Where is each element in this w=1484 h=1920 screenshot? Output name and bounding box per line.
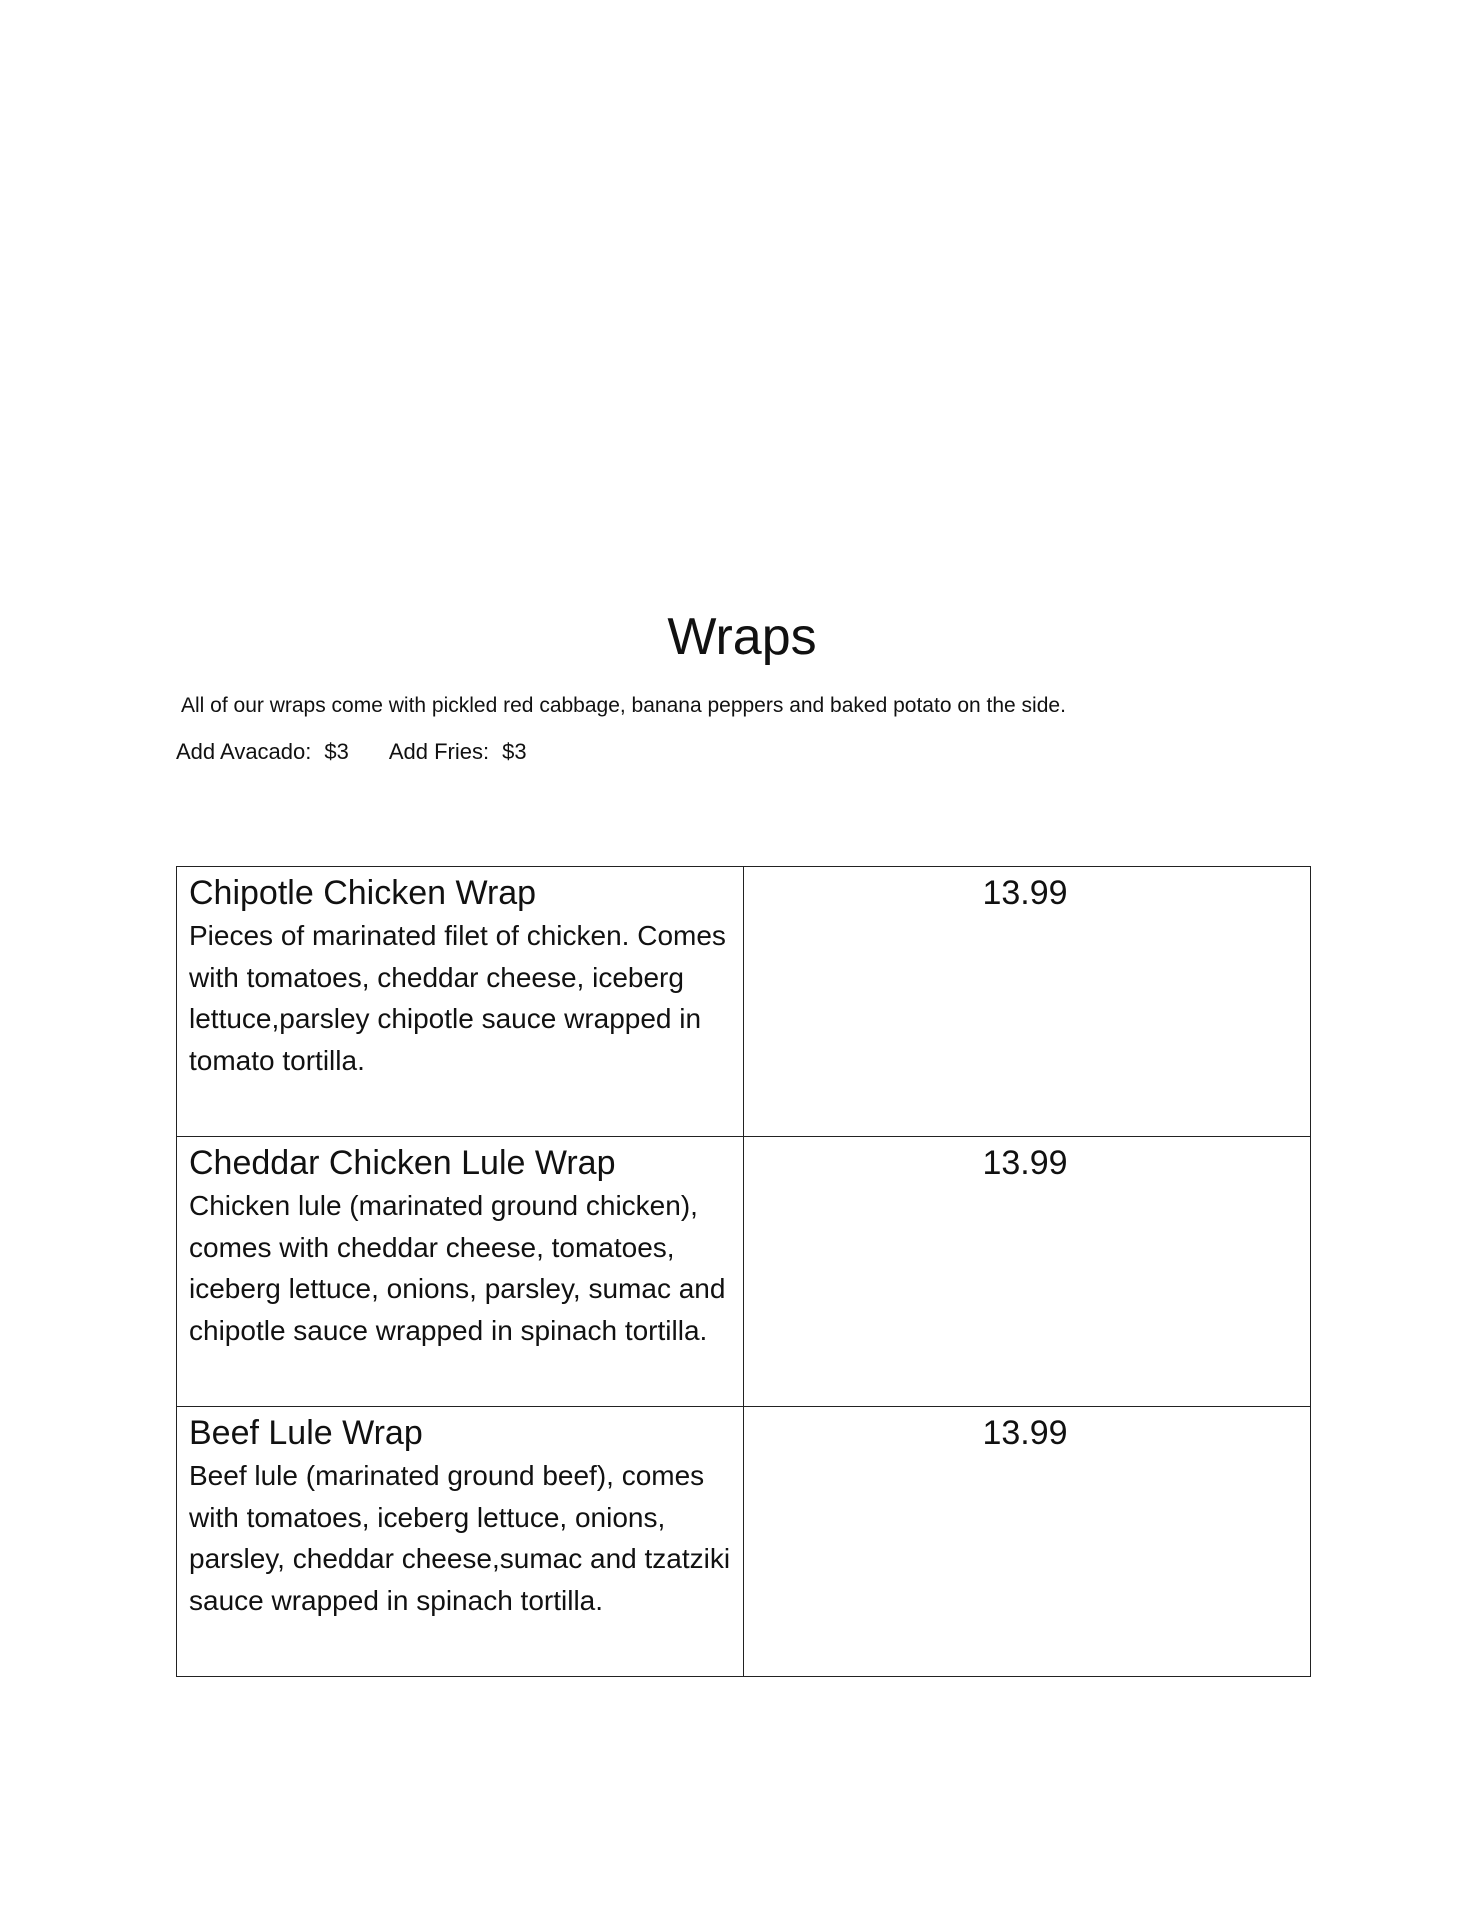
table-row	[177, 867, 1311, 1137]
addon-label: Add Fries:	[388, 739, 490, 764]
addon-avocado	[176, 738, 349, 766]
item-cell	[177, 1407, 744, 1677]
addon-price: $3	[502, 739, 527, 764]
item-name: Cheddar Chicken Lule Wrap	[189, 1144, 616, 1182]
table-row	[177, 1407, 1311, 1677]
item-description: Chicken lule (marinated ground chicken), comes with cheddar cheese, tomatoes, iceberg lettuce, onions, parsley, sumac and chipotle sauce wrapped in spinach tortilla.	[189, 1190, 726, 1346]
item-description: Beef lule (marinated ground beef), comes with tomatoes, iceberg lettuce, onions, parsley, cheddar cheese,sumac and tzatziki sauce wrapped in spinach tortilla.	[189, 1460, 731, 1616]
item-cell	[177, 1137, 744, 1407]
price-cell	[744, 1137, 1311, 1407]
addons-line	[176, 738, 527, 766]
table-row	[177, 1137, 1311, 1407]
item-description: Pieces of marinated filet of chicken. Comes with tomatoes, cheddar cheese, iceberg lettuce,parsley chipotle sauce wrapped in tomato tortilla.	[189, 920, 726, 1076]
item-price: 13.99	[982, 1414, 1068, 1452]
addon-price: $3	[324, 739, 349, 764]
item-price: 13.99	[982, 1144, 1068, 1182]
item-name: Beef Lule Wrap	[189, 1414, 423, 1452]
addon-label: Add Avacado:	[176, 739, 312, 764]
section-title: Wraps	[667, 608, 817, 666]
section-intro: All of our wraps come with pickled red cabbage, banana peppers and baked potato on the side.	[181, 694, 1066, 717]
item-price: 13.99	[982, 874, 1068, 912]
item-name: Chipotle Chicken Wrap	[189, 874, 537, 912]
price-cell	[744, 1407, 1311, 1677]
addon-fries	[389, 738, 527, 766]
menu-table	[176, 866, 1311, 1677]
price-cell	[744, 867, 1311, 1137]
item-cell	[177, 867, 744, 1137]
